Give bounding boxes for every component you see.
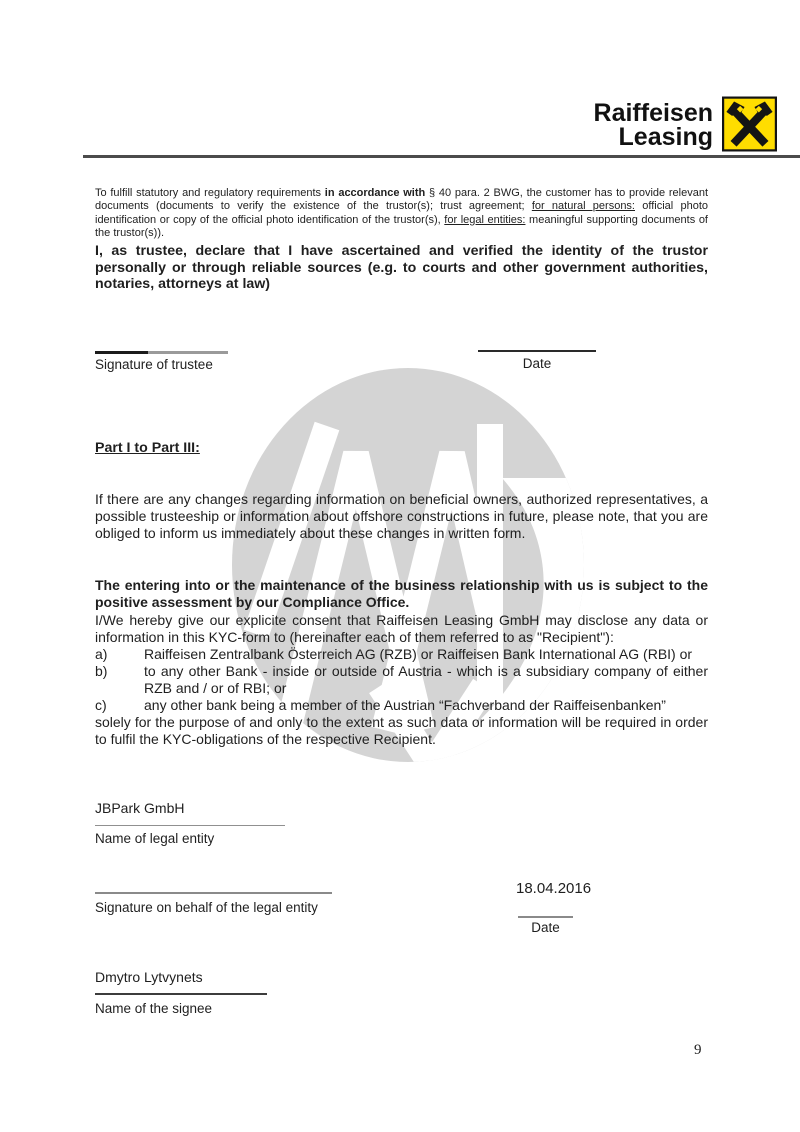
trustee-date-label: Date [522,356,552,371]
behalf-signature-line [95,892,332,894]
consent-item-a-label: a) [95,646,108,662]
signee-name-value: Dmytro Lytvynets [95,969,203,985]
note-seg7: meaningful supporting documents of the trustor(s)). [95,213,708,240]
logo-word-leasing: Leasing [618,123,713,151]
consent-intro: I/We hereby give our explicite consent that Raiffeisen Leasing GmbH may disclose any data or information in this KYC-form to (hereinafter each of them referred to as "Recipient"): [95,612,708,645]
date-value: 18.04.2016 [516,880,592,897]
statutory-note [95,187,708,241]
signee-name-line [95,993,267,995]
consent-item-c-text: any other bank being a member of the Austrian “Fachverband der Raiffeisenbanken” [144,697,666,713]
consent-item-a [95,646,708,663]
signee-name-label: Name of the signee [95,1001,213,1016]
note-seg2-bold: in accordance with [324,187,426,199]
note-natural-persons-underline: for natural persons: [531,200,635,213]
note-legal-entities-underline: for legal entities: [444,213,526,226]
changes-paragraph: If there are any changes regarding information on beneficial owners, authorized representatives, a possible trusteeship or information about offshore constructions in future, please note, that you are obliged to inform us immediately about these changes in written form. [95,491,708,541]
legal-entity-name-label: Name of legal entity [95,831,215,846]
behalf-signature-label: Signature on behalf of the legal entity [95,900,318,915]
note-seg5: official photo identification or copy of the official photo identification of the trustor(s), [95,200,709,226]
trustee-signature-label: Signature of trustee [95,357,213,372]
legal-entity-name-value: JBPark GmbH [95,800,185,816]
part-heading: Part I to Part III: [95,440,200,456]
logo-wordmark [594,101,713,149]
header-divider [83,155,800,158]
trustee-date-line [478,350,596,352]
trustee-declaration: I, as trustee, declare that I have ascertained and verified the identity of the trustor personally or through reliable sources (e.g. to courts and other government authorities, notaries, attorneys at law) [95,243,708,293]
note-seg3: § 40 para. 2 BWG, the customer has to provide relevant documents (documents to verify the existence of the trustor(s); trust agreement; [95,187,709,213]
trustee-signature-line [95,351,228,354]
raiffeisen-gable-cross-icon [722,95,777,153]
consent-closing: solely for the purpose of and only to the extent as such data or information will be required in order to fulfil the KYC-obligations of the respective Recipient. [95,714,708,747]
date-label: Date [531,920,560,935]
consent-item-a-text: Raiffeisen Zentralbank Österreich AG (RZB) or Raiffeisen Bank International AG (RBI) or [144,646,693,662]
consent-item-b-text: to any other Bank - inside or outside of Austria - which is a subsidiary company of either RZB and / or of RBI; or [144,663,708,696]
consent-item-b [95,663,708,697]
consent-block [95,612,708,748]
legal-entity-name-line [95,825,285,826]
consent-item-c [95,697,708,714]
consent-item-c-label: c) [95,697,107,713]
page-number: 9 [694,1042,702,1058]
consent-item-b-label: b) [95,663,108,679]
logo-word-raiffeisen: Raiffeisen [593,99,713,127]
note-seg1: To fulfill statutory and regulatory requirements [95,187,325,199]
date-line [518,916,573,918]
compliance-paragraph: The entering into or the maintenance of the business relationship with us is subject to the positive assessment by our Compliance Office. [95,577,708,610]
